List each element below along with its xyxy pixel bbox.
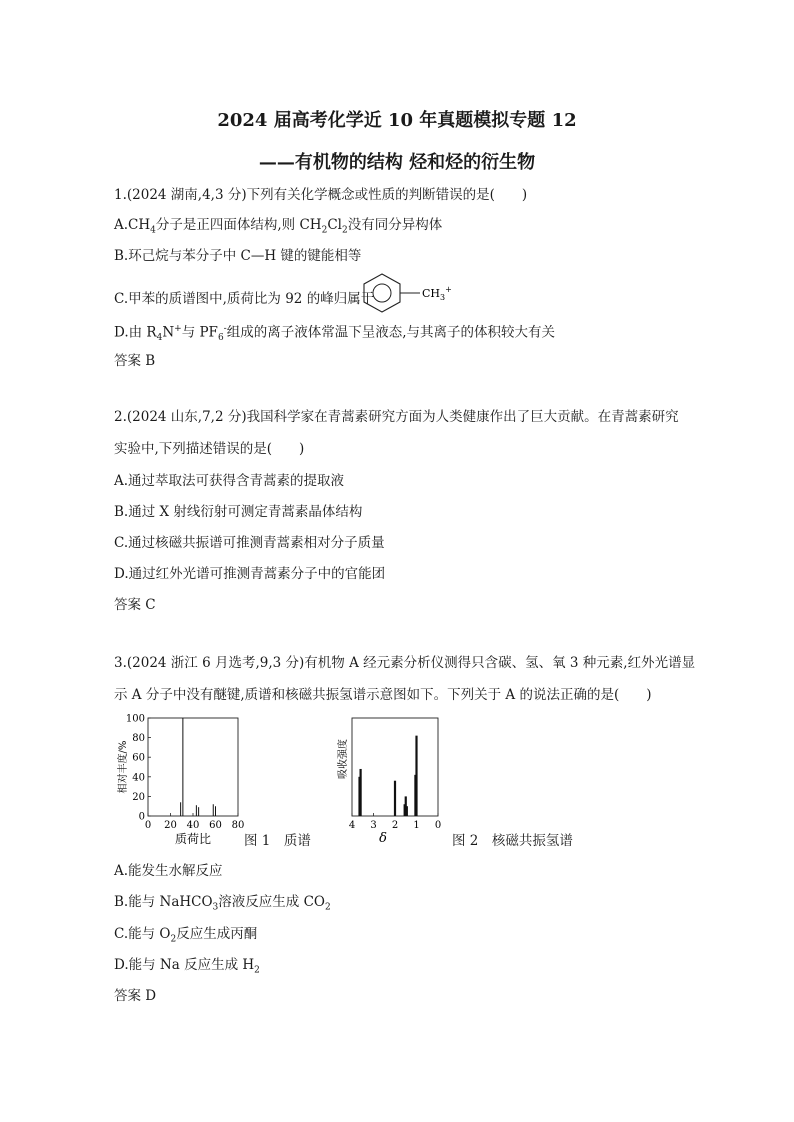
nmr-peak: [360, 769, 362, 816]
q2-option-b: B.通过 X 射线衍射可测定青蒿素晶体结构: [114, 504, 363, 520]
q3-stem-line1: 3.(2024 浙江 6 月选考,9,3 分)有机物 A 经元素分析仪测得只含碳、氢、氧 3 种元素,红外光谱显: [114, 655, 696, 671]
ms-y-tick-label: 60: [132, 752, 145, 764]
q1-option-d: D.由 $R_4N^+$与 $PF_6^-$组成的离子液体常温下呈液态,与其离子的体积较大有关: [114, 324, 556, 344]
figure2-caption: 图 2 核磁共振氢谱: [452, 833, 573, 849]
ms-y-axis-label: 相对丰度/%: [118, 740, 129, 794]
q3-option-c: C.能与 $O_2$反应生成丙酮: [114, 926, 258, 945]
q2-option-a: A.通过萃取法可获得含青蒿素的提取液: [114, 473, 345, 489]
ms-x-tick-label: 40: [186, 820, 200, 831]
ms-y-tick-label: 40: [132, 772, 145, 784]
page-subtitle: ——有机物的结构 烃和烃的衍生物: [258, 152, 536, 173]
q1-stem: 1.(2024 湖南,4,3 分)下列有关化学概念或性质的判断错误的是( ): [114, 187, 528, 203]
q1-answer: 答案 B: [114, 353, 156, 369]
ms-plot-frame: [148, 718, 238, 816]
nmr-peak: [406, 806, 408, 816]
mass-spectrum-chart: [112, 708, 322, 852]
nmr-x-tick-label: 0: [434, 820, 442, 831]
q3-option-d: D.能与 Na 反应生成 $H_2$: [114, 957, 260, 976]
ms-x-tick-label: 0: [144, 820, 152, 831]
page-title: 2024 届高考化学近 10 年真题模拟专题 12: [217, 110, 577, 131]
q1-option-b: B.环己烷与苯分子中 C—H 键的键能相等: [114, 248, 362, 264]
nmr-y-axis-label: 吸收强度: [338, 739, 349, 779]
q3-option-a: A.能发生水解反应: [114, 863, 223, 879]
q2-answer: 答案 C: [114, 597, 156, 613]
nmr-x-tick-label: 3: [370, 820, 377, 831]
methyl-label: $CH_3^+$: [422, 285, 452, 302]
q1-option-c: C.甲苯的质谱图中,质荷比为 92 的峰归属于: [114, 291, 375, 307]
nmr-peak: [394, 781, 396, 816]
q2-stem-line2: 实验中,下列描述错误的是( ): [114, 441, 305, 457]
ms-x-tick-label: 80: [231, 820, 245, 831]
toluene-cation-structure: [354, 272, 464, 314]
q1-option-a: $A.CH_4$分子是正四面体结构,则 $CH_2Cl_2$没有同分异构体: [114, 217, 443, 236]
nmr-peak: [415, 736, 417, 816]
nmr-spectrum-chart: [334, 708, 454, 852]
q2-option-c: C.通过核磁共振谱可推测青蒿素相对分子质量: [114, 535, 385, 551]
q2-option-d: D.通过红外光谱可推测青蒿素分子中的官能团: [114, 566, 386, 582]
q2-stem-line1: 2.(2024 山东,7,2 分)我国科学家在青蒿素研究方面为人类健康作出了巨大贡献。在青蒿素研究: [114, 409, 679, 425]
nmr-x-tick-label: 4: [348, 820, 356, 831]
nmr-x-tick-label: 1: [413, 820, 420, 831]
q3-stem-line2: 示 A 分子中没有醚键,质谱和核磁共振氢谱示意图如下。下列关于 A 的说法正确的是( ): [114, 687, 652, 703]
q3-answer: 答案 D: [114, 988, 157, 1004]
nmr-x-axis-label: δ: [379, 831, 387, 846]
ms-x-axis-label: 质荷比: [174, 832, 212, 846]
figure1-caption: 图 1 质谱: [244, 833, 311, 849]
nmr-x-tick-label: 2: [391, 820, 399, 831]
ms-y-tick-label: 20: [132, 791, 145, 803]
ms-y-tick-label: 100: [125, 713, 145, 725]
ms-y-tick-label: 0: [138, 811, 145, 823]
ms-y-tick-label: 80: [132, 733, 145, 745]
ms-x-tick-label: 60: [209, 820, 222, 831]
q3-option-b: B.能与 NaHCO$_3$溶液反应生成 $CO_2$: [114, 894, 331, 913]
ms-x-tick-label: 20: [164, 820, 177, 831]
